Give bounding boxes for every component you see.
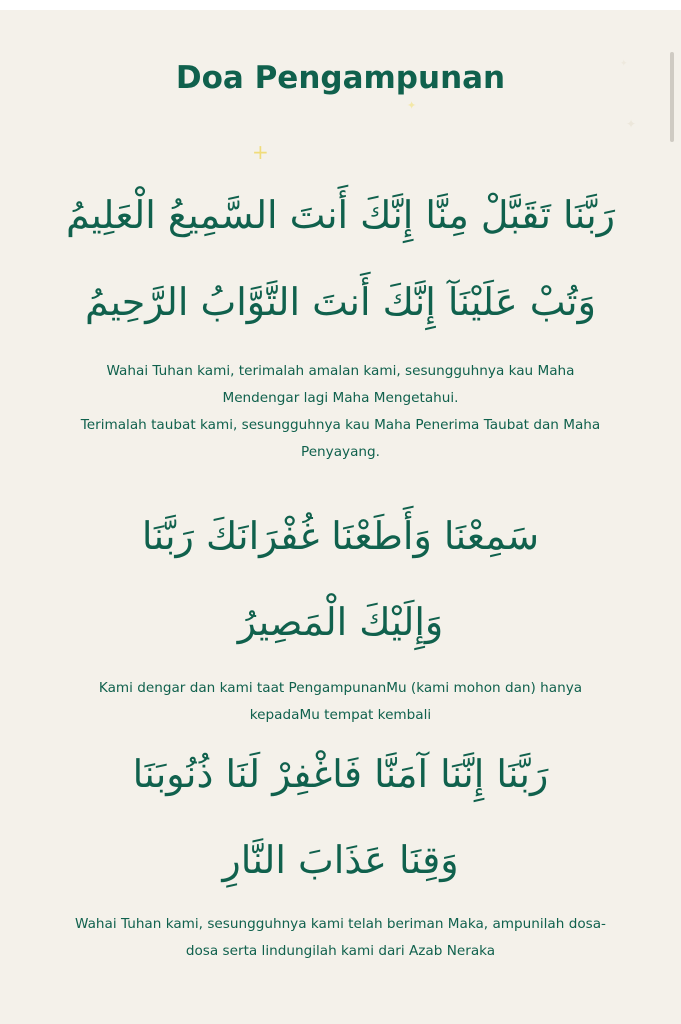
arabic-verse-line: رَبَّنَا إِنَّنَا آمَنَّا فَاغْفِرْ لَنَا ذُنُوبَنَا bbox=[132, 752, 549, 796]
translation-line: Terimalah taubat kami, sesungguhnya kau Maha Penerima Taubat dan Maha bbox=[80, 417, 601, 433]
arabic-verse-line: وَقِنَا عَذَابَ النَّارِ bbox=[222, 838, 459, 882]
translation-text bbox=[50, 358, 631, 466]
translation-text bbox=[50, 911, 631, 965]
page-title: Doa Pengampunan bbox=[175, 60, 506, 96]
translation-line: Penyayang. bbox=[300, 444, 380, 460]
arabic-verse-line: وَإِلَيْكَ الْمَصِيرُ bbox=[237, 600, 444, 644]
sparkle-decoration: ✦ bbox=[626, 117, 637, 131]
sparkle-decoration: ✦ bbox=[620, 59, 628, 69]
sparkle-decoration: + bbox=[252, 140, 269, 164]
translation-line: Mendengar lagi Maha Mengetahui. bbox=[222, 390, 459, 406]
sparkle-decoration: ✦ bbox=[407, 99, 417, 112]
arabic-verse-line: رَبَّنَا تَقَبَّلْ مِنَّا إِنَّكَ أَنتَ السَّمِيعُ الْعَلِيمُ bbox=[66, 193, 615, 237]
translation-line: kepadaMu tempat kembali bbox=[249, 707, 432, 723]
arabic-verse-line: وَتُبْ عَلَيْنَآ إِنَّكَ أَنتَ التَّوَّابُ الرَّحِيمُ bbox=[85, 280, 596, 324]
translation-line: Wahai Tuhan kami, sesungguhnya kami telah beriman Maka, ampunilah dosa- bbox=[75, 916, 606, 932]
translation-line: dosa serta lindungilah kami dari Azab Neraka bbox=[185, 943, 496, 959]
arabic-verse-line: سَمِعْنَا وَأَطَعْنَا غُفْرَانَكَ رَبَّنَا bbox=[141, 514, 540, 558]
translation-line: Wahai Tuhan kami, terimalah amalan kami, sesungguhnya kau Maha bbox=[106, 363, 575, 379]
translation-line: Kami dengar dan kami taat PengampunanMu (kami mohon dan) hanya bbox=[98, 680, 583, 696]
translation-text bbox=[50, 675, 631, 729]
